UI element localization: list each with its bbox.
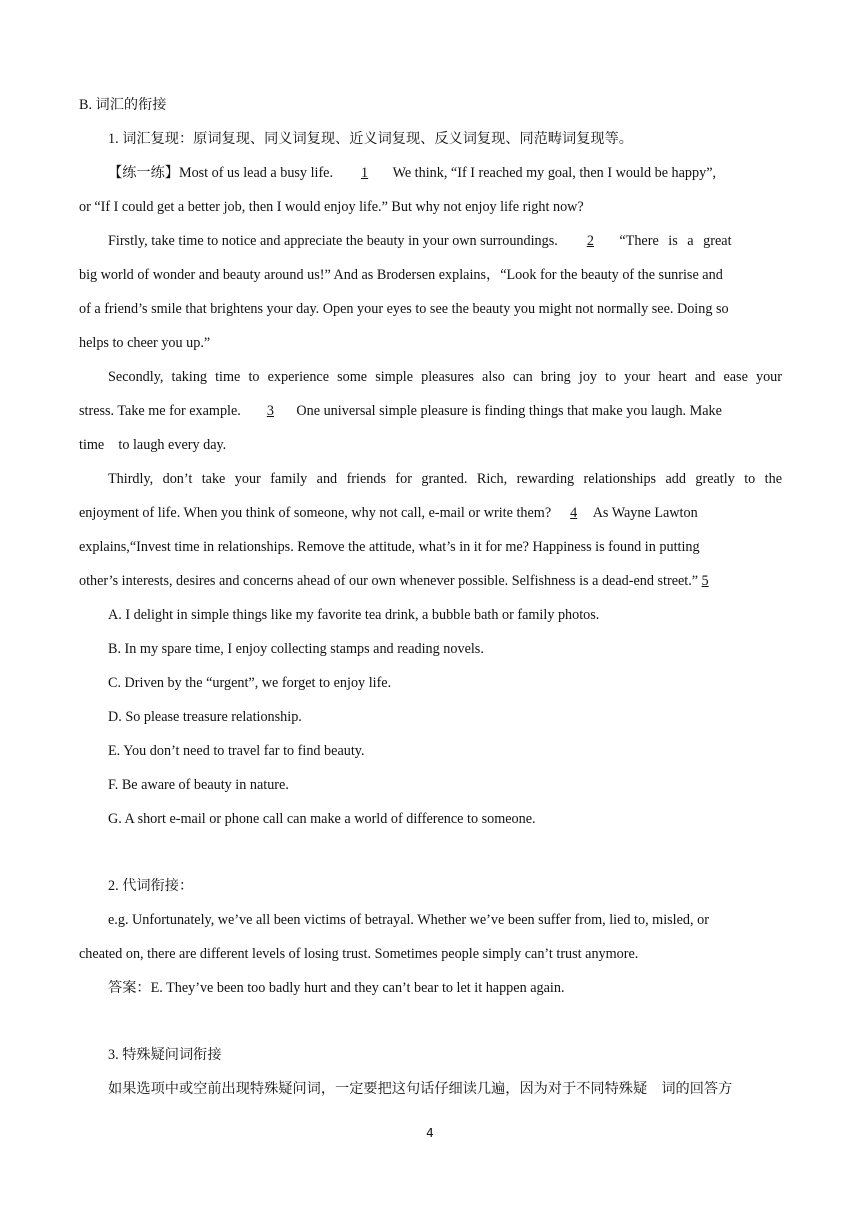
passage-line: helps to cheer you up.”	[79, 335, 211, 351]
section-3-text: 如果选项中或空前出现特殊疑问词，一定要把这句话仔细读几遍，因为对于不同特殊疑 词的回答方	[108, 1081, 733, 1097]
pronoun-cohesion-heading: 2. 代词衔接：	[108, 878, 194, 894]
passage-line: Secondly, taking time to experience some simple pleasures also can bring joy to your heart and ease your	[108, 369, 782, 385]
option-g: G. A short e-mail or phone call can make a world of difference to someone.	[108, 811, 536, 827]
passage-line: stress. Take me for example. 3 One universal simple pleasure is finding things that make you laugh. Make	[79, 403, 722, 419]
blank-4: 4	[570, 505, 578, 521]
answer-line: 答案：E. They’ve been too badly hurt and they can’t bear to let it happen again.	[108, 980, 565, 996]
passage-line: or “If I could get a better job, then I would enjoy life.” But why not enjoy life right now?	[79, 199, 584, 215]
passage-line: big world of wonder and beauty around us!” And as Brodersen explains，“Look for the beauty of the sunrise and	[79, 267, 723, 283]
practice-label: 【练一练】	[108, 165, 179, 181]
passage-line: Thirdly, don’t take your family and friends for granted. Rich, rewarding relationships add greatly to the	[108, 471, 782, 487]
example-line: e.g. Unfortunately, we’ve all been victims of betrayal. Whether we’ve been suffer from, lied to, misled, or	[108, 912, 709, 928]
blank-3: 3	[266, 403, 274, 419]
section-b-heading: B. 词汇的衔接	[79, 97, 167, 113]
passage-line: time to laugh every day.	[79, 437, 227, 453]
passage-line: other’s interests, desires and concerns ahead of our own whenever possible. Selfishness is a dead-end street.” 5	[79, 571, 782, 591]
blank-5: 5	[701, 573, 709, 589]
passage-line: Firstly, take time to notice and appreciate the beauty in your own surroundings. 2 “There is a great	[108, 233, 732, 249]
subheading-lexical-repetition: 1. 词汇复现：原词复现、同义词复现、近义词复现、反义词复现、同范畴词复现等。	[108, 131, 633, 147]
option-f: F. Be aware of beauty in nature.	[108, 777, 289, 793]
page-number: 4	[426, 1126, 434, 1140]
option-b: B. In my spare time, I enjoy collecting stamps and reading novels.	[108, 641, 484, 657]
passage-line: explains,“Invest time in relationships. Remove the attitude, what’s in it for me? Happiness is found in putting	[79, 539, 700, 555]
blank-1: 1	[361, 165, 369, 181]
passage-line: 【练一练】Most of us lead a busy life. 1 We think, “If I reached my goal, then I would be happy”,	[108, 165, 717, 181]
passage-line: of a friend’s smile that brightens your day. Open your eyes to see the beauty you might not normally see. Doing so	[79, 301, 729, 317]
option-d: D. So please treasure relationship.	[108, 709, 302, 725]
passage-line: enjoyment of life. When you think of someone, why not call, e-mail or write them? 4 As Wayne Lawton	[79, 505, 698, 521]
wh-word-cohesion-heading: 3. 特殊疑问词衔接	[108, 1047, 222, 1063]
example-line: cheated on, there are different levels of losing trust. Sometimes people simply can’t trust anymore.	[79, 946, 639, 962]
option-a: A. I delight in simple things like my favorite tea drink, a bubble bath or family photos.	[108, 607, 600, 623]
option-e: E. You don’t need to travel far to find beauty.	[108, 743, 365, 759]
option-c: C. Driven by the “urgent”, we forget to enjoy life.	[108, 675, 392, 691]
blank-2: 2	[586, 233, 594, 249]
